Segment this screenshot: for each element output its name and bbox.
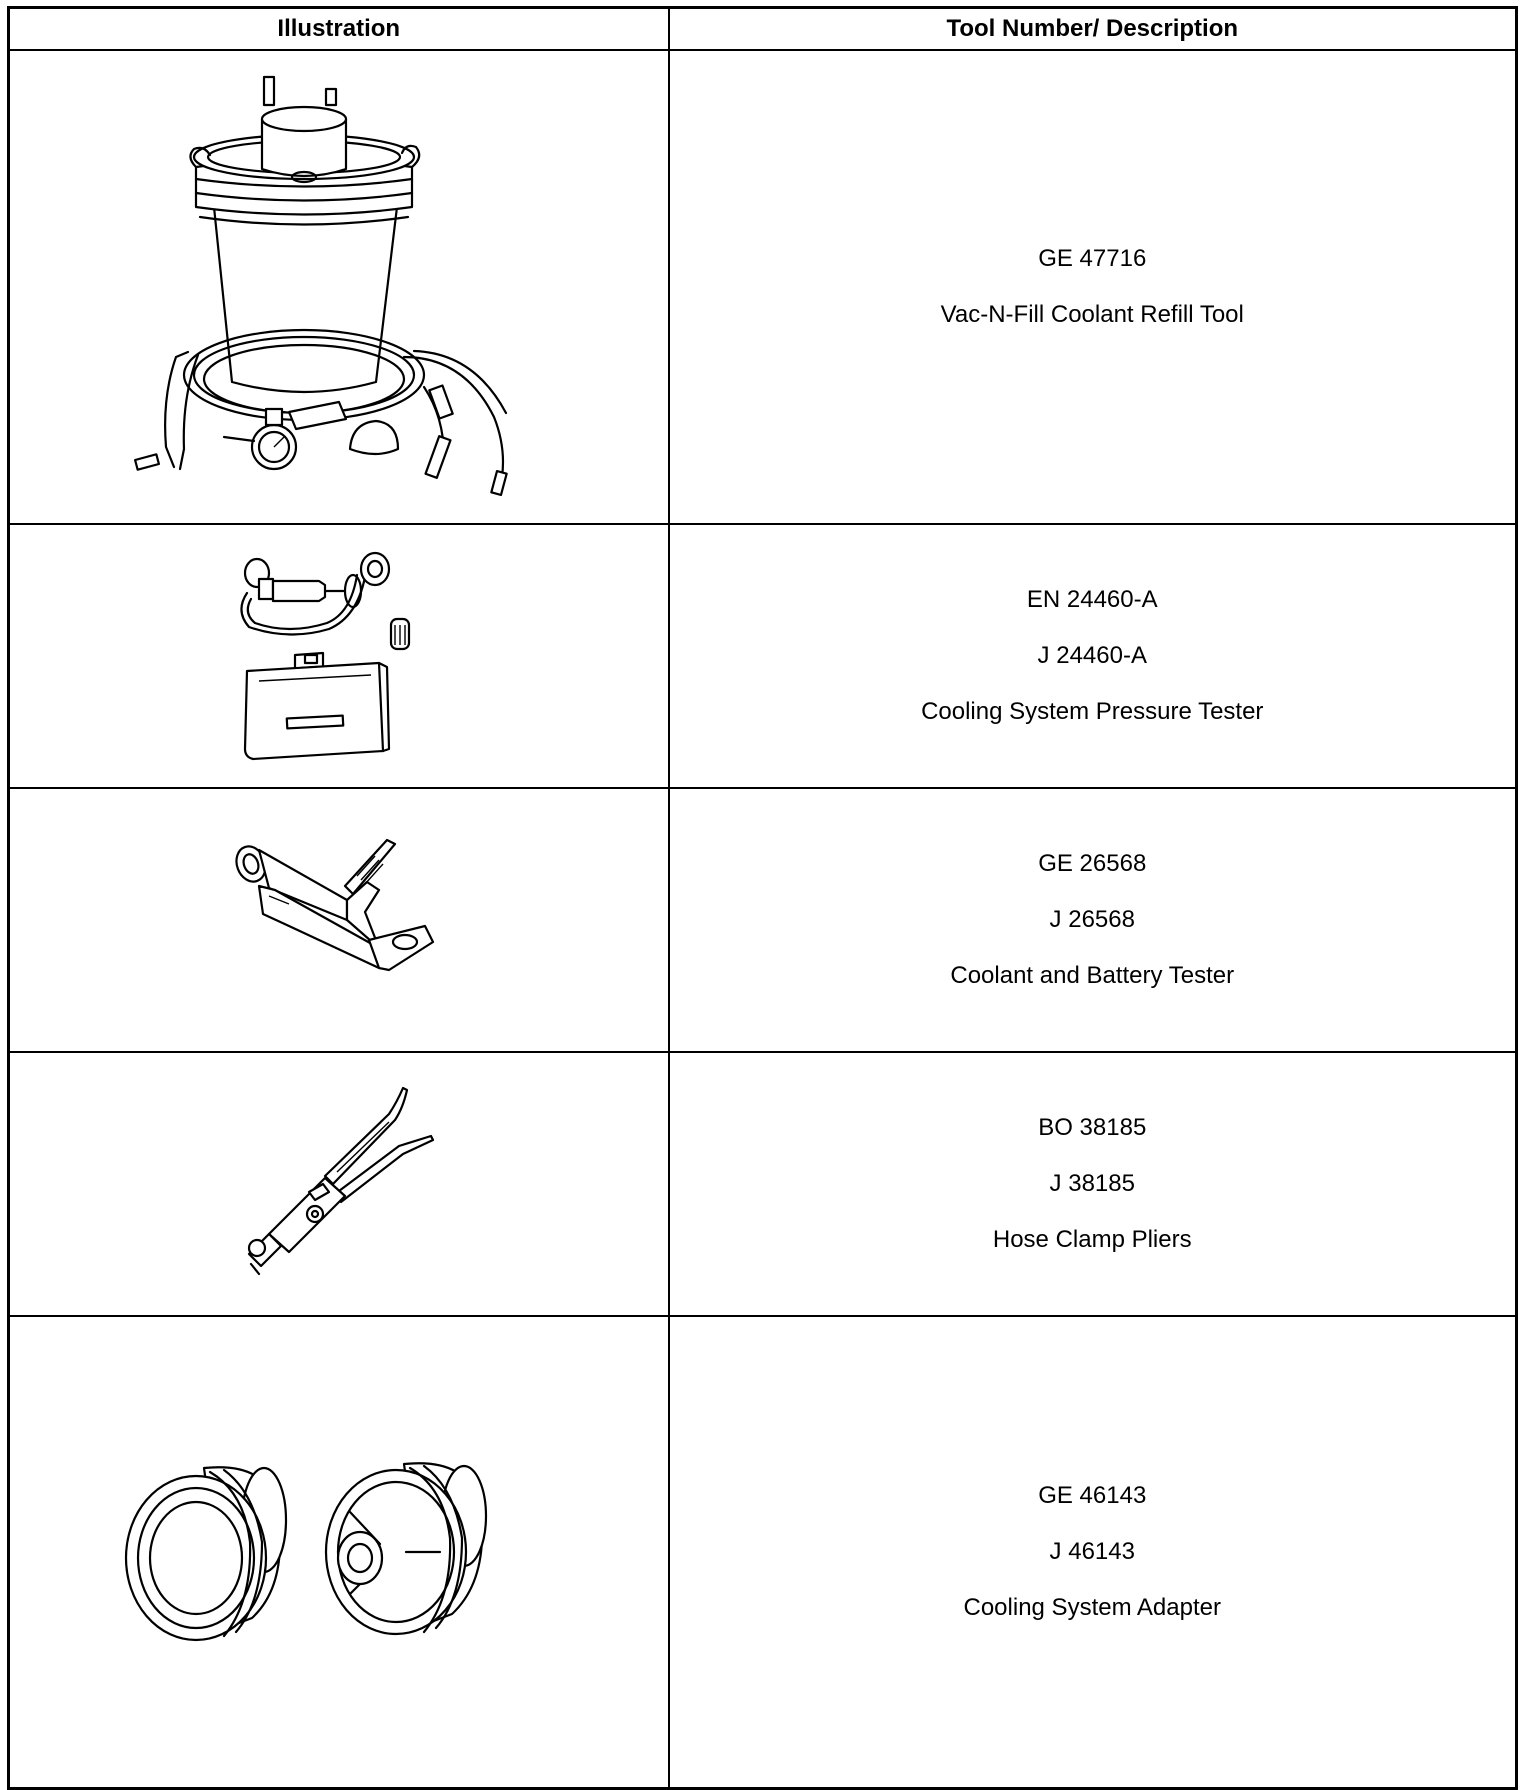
tool-number: J 46143 <box>1049 1537 1135 1565</box>
description-cell <box>669 50 1517 524</box>
header-illustration: Illustration <box>9 8 669 51</box>
tool-number: J 26568 <box>1049 906 1135 933</box>
description-cell <box>669 524 1517 788</box>
special-tools-table <box>7 6 1518 1790</box>
table-row <box>9 788 1517 1052</box>
table-row <box>9 524 1517 788</box>
coolant-refill-tool-icon <box>114 57 564 517</box>
tool-number: BO 38185 <box>1038 1114 1147 1141</box>
refractometer-icon <box>229 830 449 1010</box>
tool-description: Cooling System Pressure Tester <box>921 698 1264 725</box>
tool-description: Hose Clamp Pliers <box>992 1226 1192 1253</box>
cooling-adapter-icon <box>114 1452 564 1652</box>
hose-clamp-pliers-icon <box>229 1084 449 1284</box>
illustration-cell <box>9 1052 669 1316</box>
description-cell <box>669 1316 1517 1788</box>
pressure-tester-kit-icon <box>229 541 449 771</box>
illustration-cell <box>9 788 669 1052</box>
tool-number: GE 46143 <box>1038 1481 1147 1509</box>
tool-number: J 38185 <box>1049 1170 1135 1197</box>
tool-number: J 24460-A <box>1037 642 1147 669</box>
illustration-cell <box>9 50 669 524</box>
tool-description: Coolant and Battery Tester <box>950 962 1235 989</box>
table-row <box>9 1316 1517 1788</box>
tool-number: EN 24460-A <box>1026 586 1158 613</box>
illustration-cell <box>9 1316 669 1788</box>
description-cell <box>669 1052 1517 1316</box>
tool-description: Vac-N-Fill Coolant Refill Tool <box>940 301 1244 328</box>
header-tool-description: Tool Number/ Description <box>669 8 1517 51</box>
illustration-cell <box>9 524 669 788</box>
table-row <box>9 50 1517 524</box>
header-row <box>9 8 1517 51</box>
tool-description: Cooling System Adapter <box>963 1593 1221 1621</box>
table-row <box>9 1052 1517 1316</box>
tool-number: GE 47716 <box>1038 245 1147 272</box>
description-cell <box>669 788 1517 1052</box>
tool-number: GE 26568 <box>1038 850 1147 877</box>
